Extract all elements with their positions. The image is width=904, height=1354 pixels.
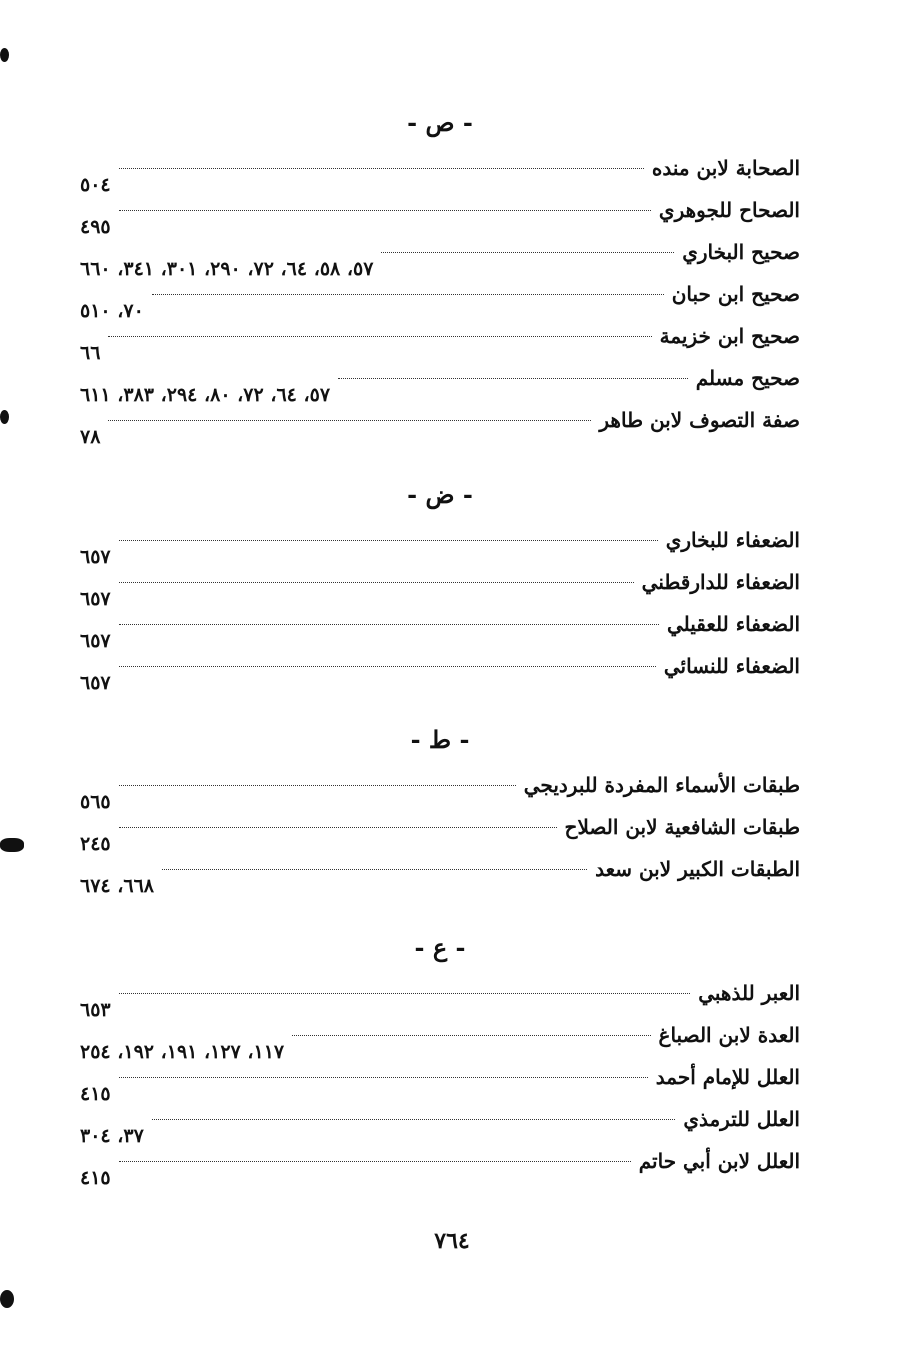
dot-leader (152, 294, 664, 295)
entry-title: العلل لابن أبي حاتم (638, 1149, 800, 1173)
entry-title: الطبقات الكبير لابن سعد (595, 857, 800, 881)
entry-title: الضعفاء للعقيلي (666, 612, 800, 636)
scan-mark (0, 1290, 14, 1308)
entry-title: العبر للذهبي (698, 981, 800, 1005)
entry-pages: ٦٥٧ (80, 630, 111, 652)
entry-title: العلل للترمذي (683, 1107, 800, 1131)
section-heading: - ط - (410, 725, 470, 754)
entry-pages: ٣٧، ٣٠٤ (80, 1125, 144, 1147)
dot-leader (381, 252, 674, 253)
entry-title: طبقات الشافعية لابن الصلاح (564, 815, 800, 839)
page-number: ٧٦٤ (434, 1228, 470, 1254)
index-entry (80, 231, 800, 280)
section-heading: - ض - (407, 480, 473, 509)
dot-leader (152, 1119, 676, 1120)
index-entry (80, 1140, 800, 1189)
entry-list (80, 972, 800, 1189)
entry-title: صحيح مسلم (695, 366, 800, 390)
entry-title: الضعفاء للنسائي (663, 654, 800, 678)
entry-pages: ٦٥٧ (80, 588, 111, 610)
entry-pages: ٦٦٨، ٦٧٤ (80, 875, 154, 897)
entry-pages: ٥٠٤ (80, 174, 111, 196)
index-entry (80, 315, 800, 364)
entry-title: العلل للإمام أحمد (655, 1065, 800, 1089)
entry-list (80, 764, 800, 897)
dot-leader (119, 785, 516, 786)
scan-mark (0, 48, 9, 62)
dot-leader (119, 540, 658, 541)
index-entry (80, 189, 800, 238)
entry-pages: ٤٩٥ (80, 216, 111, 238)
entry-title: العدة لابن الصباغ (658, 1023, 800, 1047)
scan-mark (0, 838, 24, 852)
entry-pages: ٤١٥ (80, 1167, 111, 1189)
entry-title: الصحابة لابن منده (651, 156, 800, 180)
entry-pages: ٥٧، ٥٨، ٦٤، ٧٢، ٢٩٠، ٣٠١، ٣٤١، ٦٦٠ (80, 258, 374, 280)
index-entry (80, 972, 800, 1021)
entry-pages: ٦٥٣ (80, 999, 111, 1021)
dot-leader (119, 210, 651, 211)
dot-leader (119, 582, 634, 583)
dot-leader (108, 336, 651, 337)
dot-leader (119, 1077, 648, 1078)
section-ain (80, 928, 800, 1189)
entry-pages: ٥٦٥ (80, 791, 111, 813)
entry-list (80, 147, 800, 448)
index-entry (80, 806, 800, 855)
entry-title: صحيح ابن خزيمة (659, 324, 800, 348)
entry-pages: ٧٠، ٥١٠ (80, 300, 144, 322)
dot-leader (119, 168, 644, 169)
entry-title: صحيح البخاري (682, 240, 800, 264)
index-entry (80, 645, 800, 694)
dot-leader (119, 624, 659, 625)
section-sad (80, 103, 800, 448)
entry-pages: ٦٦ (80, 342, 101, 364)
entry-pages: ٢٤٥ (80, 833, 111, 855)
index-entry (80, 561, 800, 610)
index-entry (80, 357, 800, 406)
entry-pages: ٦٥٧ (80, 672, 111, 694)
entry-pages: ١١٧، ١٢٧، ١٩١، ١٩٢، ٢٥٤ (80, 1041, 285, 1063)
dot-leader (292, 1035, 650, 1036)
index-entry (80, 1098, 800, 1147)
section-ta (80, 720, 800, 897)
entry-title: الضعفاء للبخاري (665, 528, 800, 552)
index-entry (80, 848, 800, 897)
entry-pages: ٤١٥ (80, 1083, 111, 1105)
section-dad (80, 475, 800, 694)
entry-title: الضعفاء للدارقطني (641, 570, 800, 594)
dot-leader (162, 869, 587, 870)
index-entry (80, 519, 800, 568)
index-entry (80, 147, 800, 196)
entry-title: صحيح ابن حبان (671, 282, 800, 306)
entry-title: الصحاح للجوهري (658, 198, 800, 222)
index-entry (80, 764, 800, 813)
dot-leader (119, 827, 557, 828)
entry-pages: ٧٨ (80, 426, 101, 448)
dot-leader (108, 420, 591, 421)
section-heading: - ص - (407, 108, 473, 137)
dot-leader (119, 1161, 631, 1162)
entry-title: صفة التصوف لابن طاهر (599, 408, 800, 432)
dot-leader (119, 666, 656, 667)
entry-pages: ٦٥٧ (80, 546, 111, 568)
index-entry (80, 603, 800, 652)
dot-leader (338, 378, 688, 379)
dot-leader (119, 993, 691, 994)
section-heading: - ع - (414, 933, 466, 962)
entry-title: طبقات الأسماء المفردة للبرديجي (523, 773, 800, 797)
entry-list (80, 519, 800, 694)
scan-mark (0, 410, 9, 424)
entry-pages: ٥٧، ٦٤، ٧٢، ٨٠، ٢٩٤، ٣٨٣، ٦١١ (80, 384, 331, 406)
index-entry (80, 1014, 800, 1063)
